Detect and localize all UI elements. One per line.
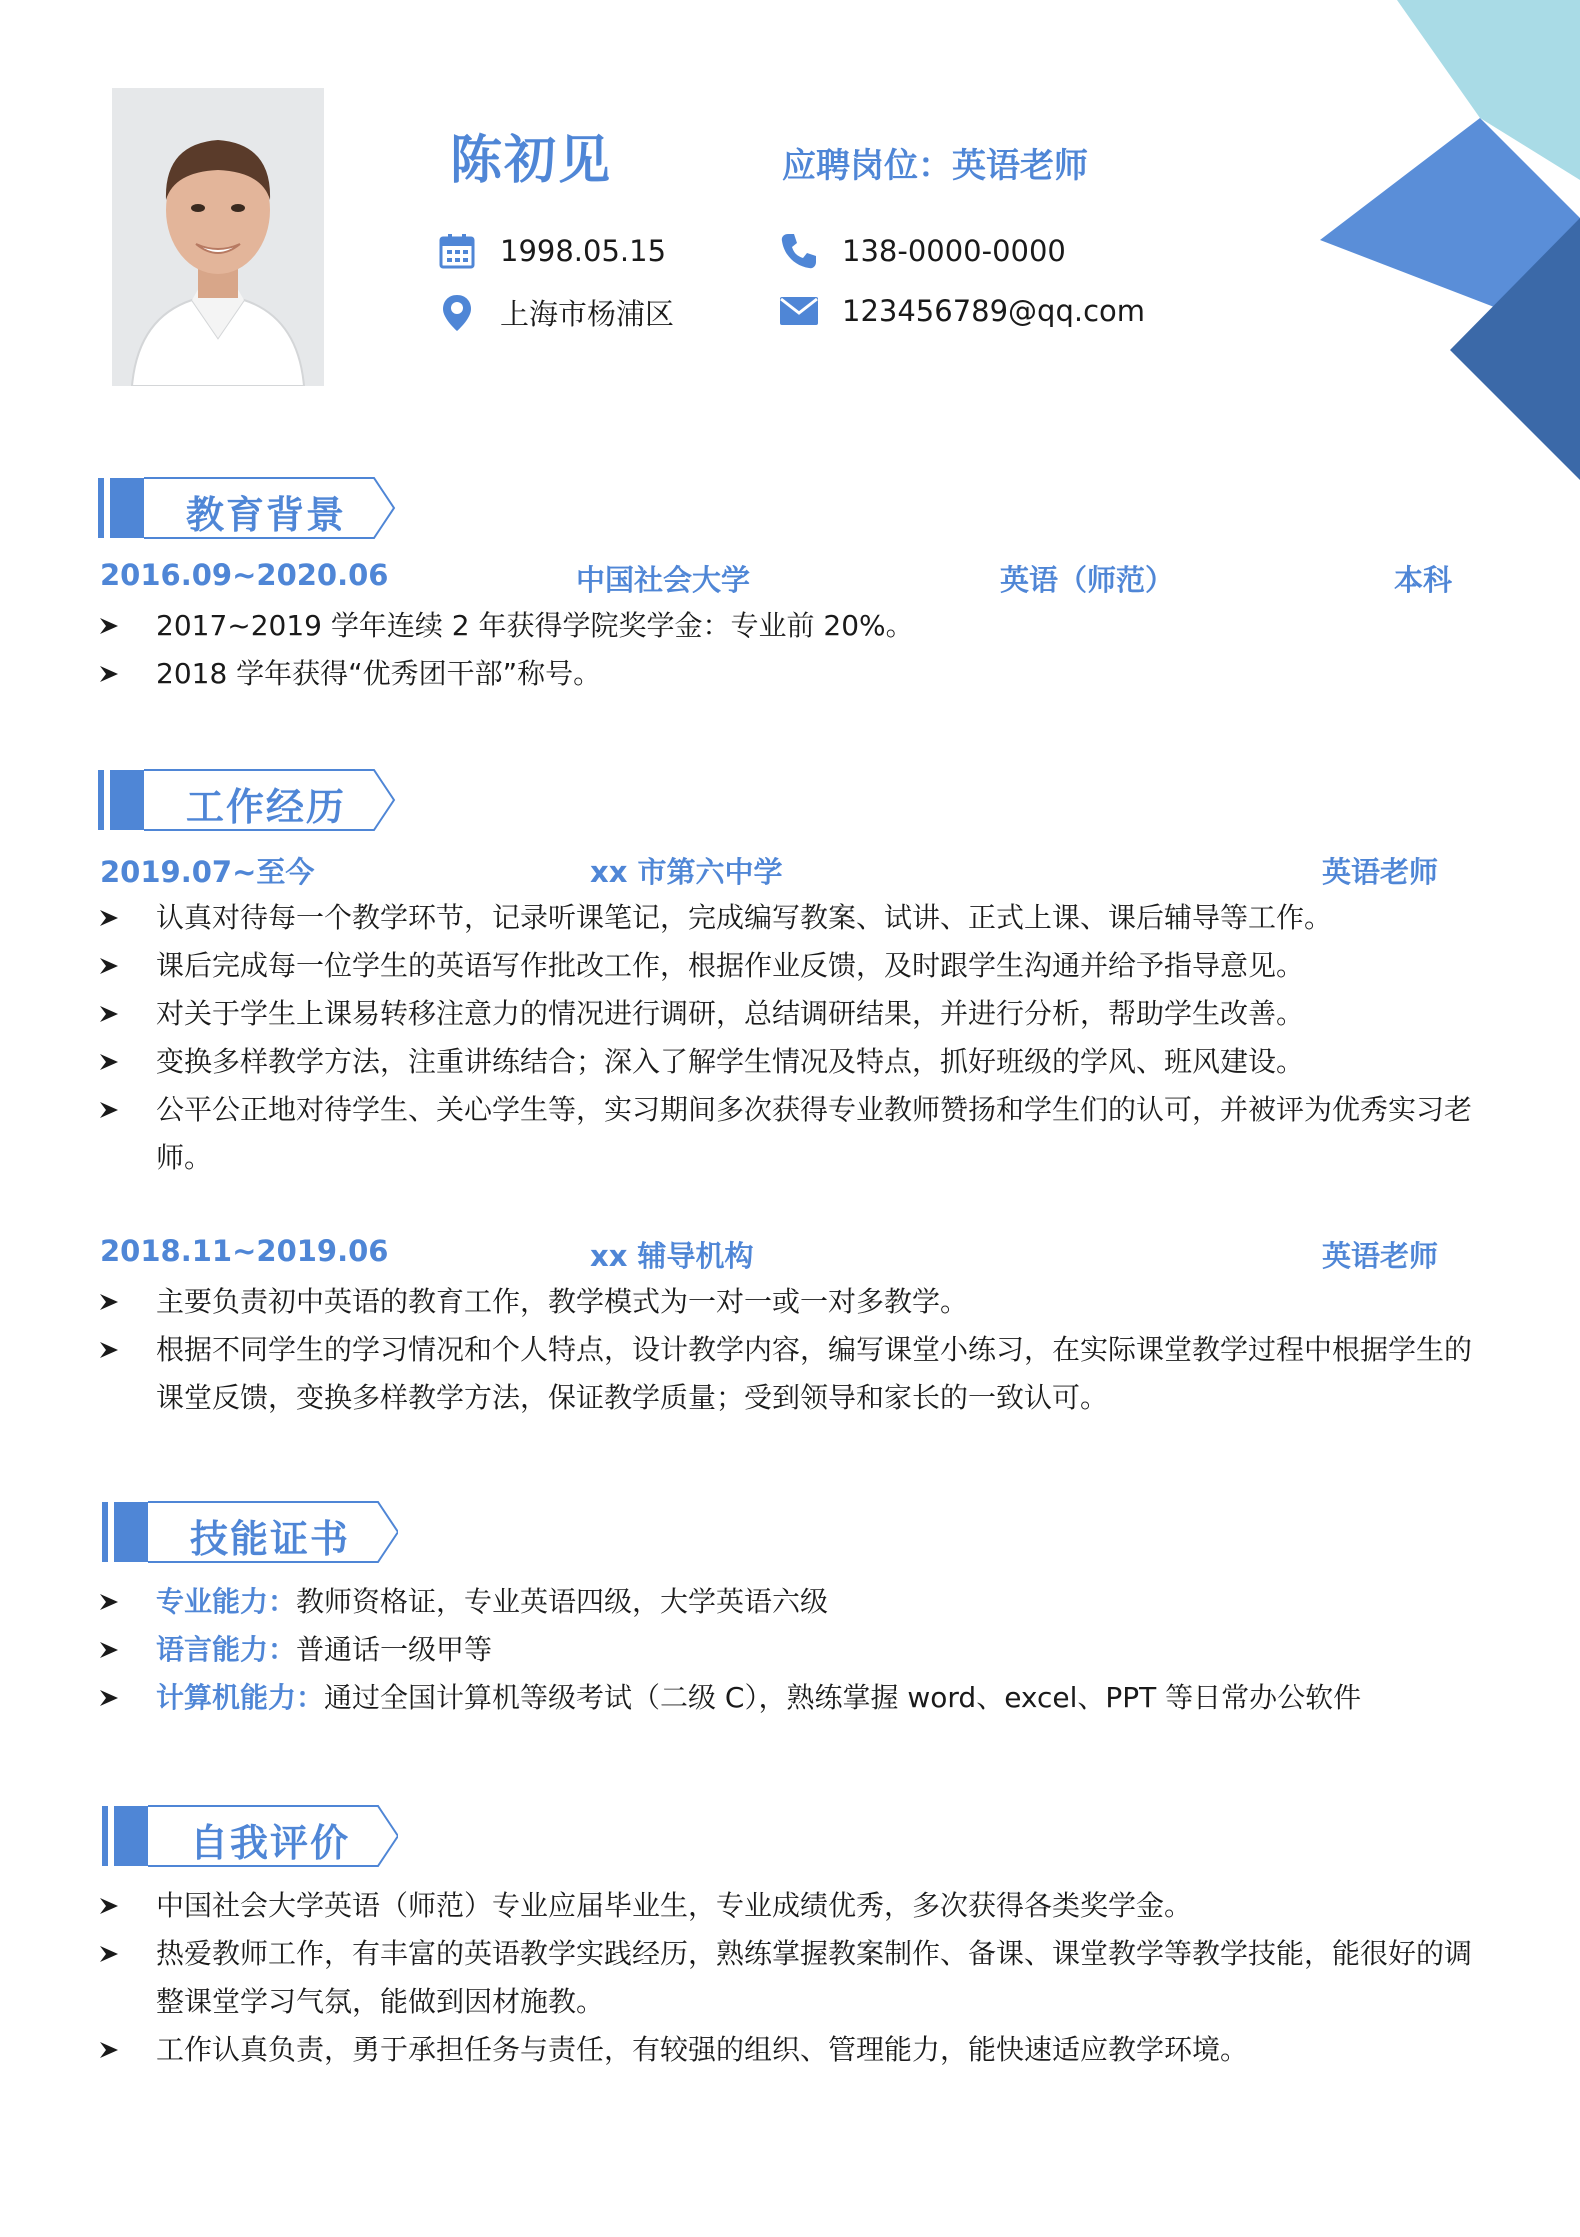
list-item	[100, 1578, 1480, 1626]
section-title: 技能证书	[190, 1517, 351, 1561]
job-duties-list	[100, 1278, 1480, 1422]
job-period: 2019.07~至今	[100, 855, 315, 889]
arrow-bullet-icon	[100, 1054, 118, 1070]
location-text: 上海市杨浦区	[500, 297, 675, 331]
list-item: 主要负责初中英语的教育工作，教学模式为一对一或一对多教学。	[100, 1278, 1480, 1326]
job-row	[100, 1234, 1450, 1276]
job-row	[100, 850, 1450, 892]
skill-text: 普通话一级甲等	[296, 1633, 493, 1666]
list-item: 变换多样教学方法，注重讲练结合；深入了解学生情况及特点，抓好班级的学风、班风建设。	[100, 1038, 1480, 1086]
calendar-icon	[438, 232, 476, 270]
candidate-name: 陈初见	[450, 131, 613, 191]
arrow-bullet-icon	[100, 618, 118, 634]
skill-text: 通过全国计算机等级考试（二级 C），熟练掌握 word、excel、PPT 等日常办公软件	[324, 1681, 1362, 1714]
arrow-bullet-icon	[100, 1898, 118, 1914]
job-role: 英语老师	[1322, 1239, 1439, 1273]
section-title: 自我评价	[190, 1821, 351, 1865]
birthday-text: 1998.05.15	[500, 234, 667, 268]
self-evaluation-list	[100, 1882, 1480, 2074]
arrow-bullet-icon	[100, 1594, 118, 1610]
arrow-bullet-icon	[100, 1690, 118, 1706]
corner-decoration	[1320, 0, 1580, 480]
list-item: 公平公正地对待学生、关心学生等，实习期间多次获得专业教师赞扬和学生们的认可，并被评为优秀实习老师。	[100, 1086, 1480, 1182]
list-item: 工作认真负责，勇于承担任务与责任，有较强的组织、管理能力，能快速适应教学环境。	[100, 2026, 1480, 2074]
list-item	[100, 1626, 1480, 1674]
job-role: 英语老师	[1322, 855, 1439, 889]
education-major: 英语（师范）	[1000, 563, 1175, 597]
arrow-bullet-icon	[100, 1294, 118, 1310]
list-item	[100, 1674, 1480, 1722]
education-period: 2016.09~2020.06	[100, 558, 389, 592]
phone-icon	[780, 232, 818, 270]
list-item: 认真对待每一个教学环节，记录听课笔记，完成编写教案、试讲、正式上课、课后辅导等工作。	[100, 894, 1480, 942]
list-item: 2018 学年获得“优秀团干部”称号。	[100, 650, 1480, 698]
education-row	[100, 558, 1453, 600]
education-school: 中国社会大学	[576, 563, 751, 597]
section-self-heading	[98, 1804, 398, 1868]
section-title: 教育背景	[186, 493, 347, 537]
section-education-heading	[98, 476, 398, 540]
list-item: 热爱教师工作，有丰富的英语教学实践经历，熟练掌握教案制作、备课、课堂教学等教学技能，能很好的调整课堂学习气氛，能做到因材施教。	[100, 1930, 1480, 2026]
arrow-bullet-icon	[100, 1342, 118, 1358]
arrow-bullet-icon	[100, 1006, 118, 1022]
location-pin-icon	[438, 294, 476, 332]
birthday-row	[438, 232, 666, 270]
job-period: 2018.11~2019.06	[100, 1234, 389, 1268]
list-item: 课后完成每一位学生的英语写作批改工作，根据作业反馈，及时跟学生沟通并给予指导意见。	[100, 942, 1480, 990]
arrow-bullet-icon	[100, 1642, 118, 1658]
education-list	[100, 602, 1480, 698]
envelope-icon	[780, 292, 818, 330]
email-text: 123456789@qq.com	[842, 294, 1146, 328]
arrow-bullet-icon	[100, 1946, 118, 1962]
job-organization: xx 辅导机构	[590, 1239, 754, 1273]
list-item: 2017~2019 学年连续 2 年获得学院奖学金：专业前 20%。	[100, 602, 1480, 650]
arrow-bullet-icon	[100, 1102, 118, 1118]
location-row	[438, 292, 674, 333]
list-item: 根据不同学生的学习情况和个人特点，设计教学内容，编写课堂小练习，在实际课堂教学过程中根据学生的课堂反馈，变换多样教学方法，保证教学质量；受到领导和家长的一致认可。	[100, 1326, 1480, 1422]
skills-list	[100, 1578, 1480, 1722]
section-title: 工作经历	[186, 785, 347, 829]
skill-label: 计算机能力：	[156, 1681, 325, 1714]
arrow-bullet-icon	[100, 910, 118, 926]
arrow-bullet-icon	[100, 666, 118, 682]
job-organization: xx 市第六中学	[590, 855, 783, 889]
profile-photo	[112, 88, 324, 386]
list-item: 对关于学生上课易转移注意力的情况进行调研，总结调研结果，并进行分析，帮助学生改善。	[100, 990, 1480, 1038]
section-skills-heading	[98, 1500, 398, 1564]
education-degree: 本科	[1394, 563, 1453, 597]
skill-label: 语言能力：	[156, 1633, 297, 1666]
email-row	[780, 292, 1145, 330]
section-work-heading	[98, 768, 398, 832]
list-item: 中国社会大学英语（师范）专业应届毕业生，专业成绩优秀，多次获得各类奖学金。	[100, 1882, 1480, 1930]
phone-text: 138-0000-0000	[842, 234, 1066, 268]
skill-label: 专业能力：	[156, 1585, 297, 1618]
applied-position: 应聘岗位：英语老师	[782, 146, 1088, 186]
job-duties-list	[100, 894, 1480, 1182]
phone-row	[780, 232, 1066, 270]
arrow-bullet-icon	[100, 2042, 118, 2058]
skill-text: 教师资格证，专业英语四级，大学英语六级	[296, 1585, 829, 1618]
arrow-bullet-icon	[100, 958, 118, 974]
